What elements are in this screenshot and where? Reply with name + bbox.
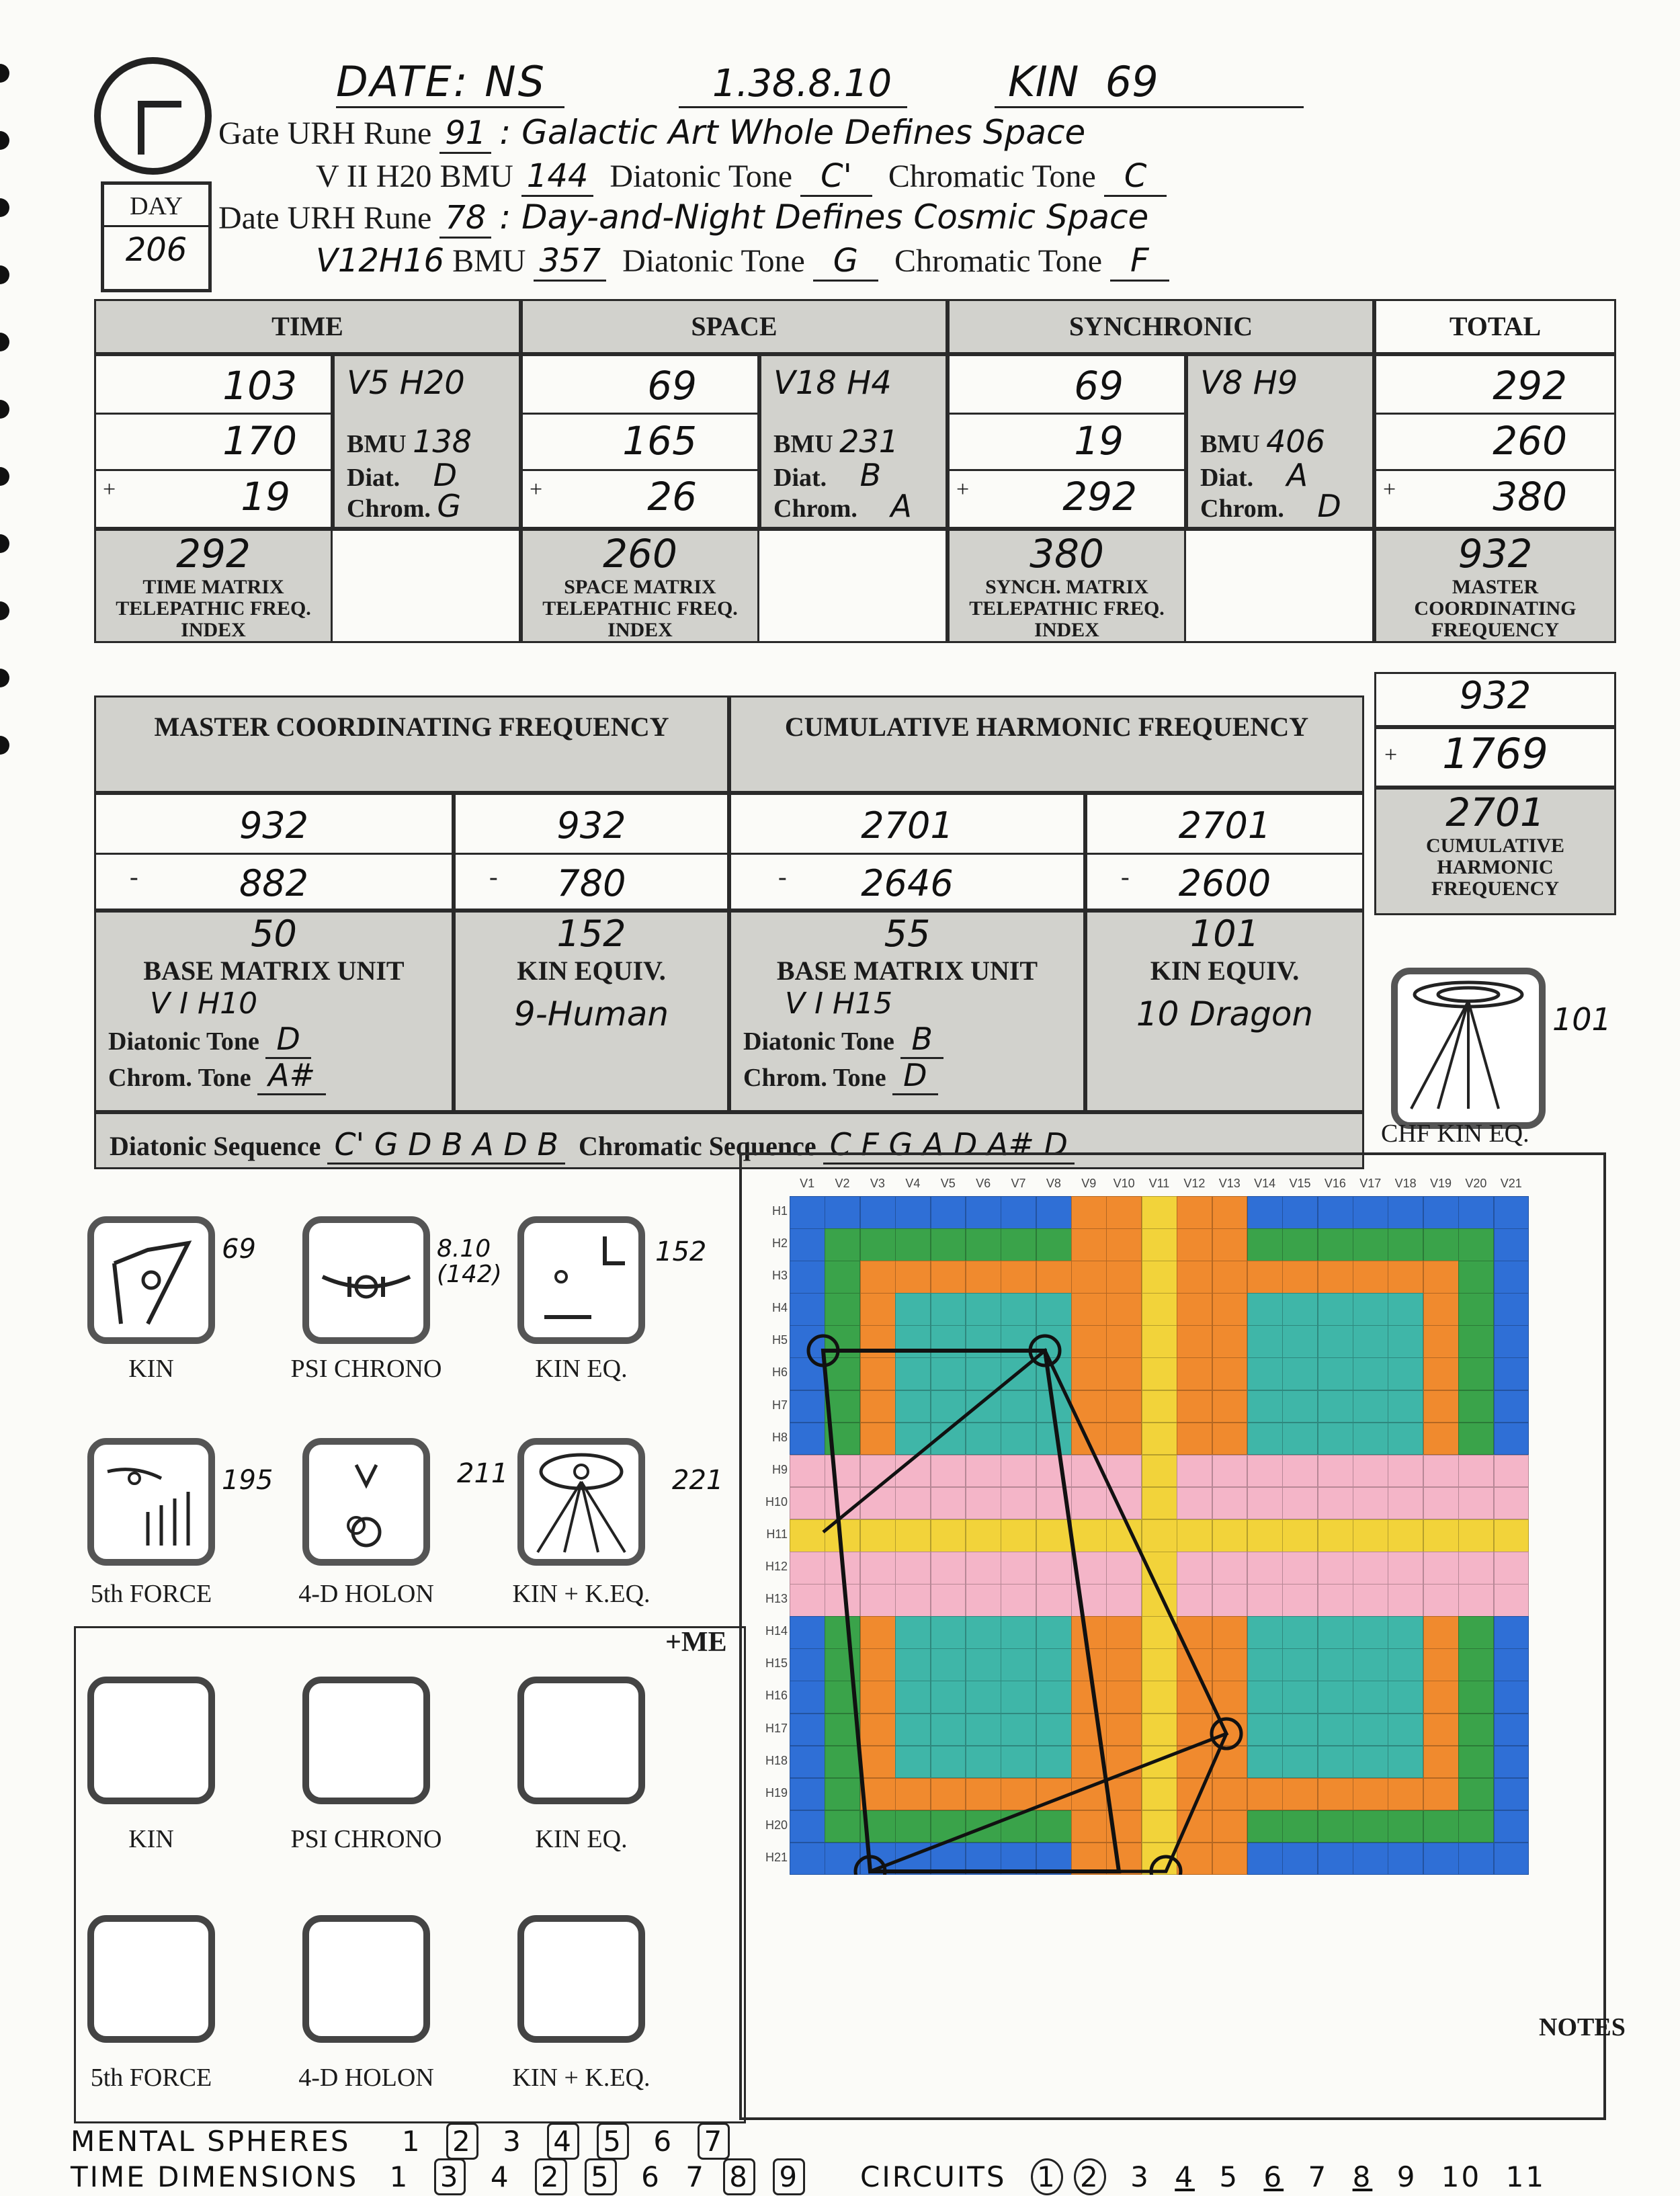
matrix-row-label: H19: [765, 1785, 788, 1800]
matrix-col-label: V18: [1394, 1177, 1417, 1190]
master-coordinating-frequency: 932 MASTER COORDINATING FREQUENCY: [1374, 529, 1616, 643]
matrix-row-label: H6: [771, 1365, 788, 1380]
psi-chrono-note: 8.10 (142): [437, 1235, 502, 1288]
date-detail-line: V12H16 BMU 357 Diatonic Tone G Chromatic Tone F: [316, 242, 1169, 280]
kin-glyph-note: 69: [222, 1234, 256, 1265]
bmu2: 55 BASE MATRIX UNIT V I H15 Diatonic Tone B Chrom. Tone D: [729, 911, 1085, 1112]
date-number-underline: [679, 106, 907, 108]
kin-keq-glyph: [517, 1438, 645, 1566]
synch-index: 380 SYNCH. MATRIX TELEPATHIC FREQ. INDEX: [948, 529, 1186, 643]
total-header: TOTAL: [1374, 299, 1616, 354]
matrix-row-label: H12: [765, 1560, 788, 1574]
notes-label: NOTES: [1539, 2013, 1626, 2041]
chf-kin-label: CHF KIN EQ.: [1381, 1120, 1529, 1148]
matrix-row-label: H3: [771, 1269, 788, 1283]
sequence-row: Diatonic Sequence C' G D B A D B Chromatic Sequence C F G A D A# D: [94, 1112, 1364, 1169]
total-values: 292 260 + 380: [1374, 354, 1616, 529]
me-kin-label: KIN: [128, 1825, 174, 1853]
date-number: 1.38.8.10: [712, 62, 892, 105]
space-blank: [759, 529, 948, 643]
me-label: +ME: [665, 1627, 727, 1658]
kin-eq-note: 152: [655, 1236, 707, 1267]
bmu1: 50 BASE MATRIX UNIT V I H10 Diatonic Tone D Chrom. Tone A#: [94, 911, 454, 1112]
psi-chrono-glyph: [302, 1216, 430, 1344]
holon-glyph: [302, 1438, 430, 1566]
me-psi-chrono-glyph[interactable]: [302, 1677, 430, 1804]
date-label: DATE: NS: [336, 57, 547, 106]
matrix-row-label: H11: [766, 1527, 788, 1541]
me-kin-eq-glyph[interactable]: [517, 1677, 645, 1804]
mcf-header: MASTER COORDINATING FREQUENCY: [94, 695, 729, 793]
me-fifth-force-glyph[interactable]: [87, 1915, 215, 2043]
me-kin-glyph[interactable]: [87, 1677, 215, 1804]
gate-line: Gate URH Rune 91 : Galactic Art Whole Defines Space: [218, 113, 1085, 152]
matrix-col-label: V15: [1289, 1177, 1311, 1190]
time-dimensions-row: TIME DIMENSIONS 1 3 4 2 5 6 7 8 9: [71, 2160, 805, 2193]
kin-eq-glyph: [517, 1216, 645, 1344]
me-holon-glyph[interactable]: [302, 1915, 430, 2043]
chf-side-add: + 1769: [1374, 727, 1616, 788]
matrix-row-label: H13: [765, 1592, 788, 1606]
matrix-row-label: H1: [771, 1204, 788, 1218]
holon-label: 4-D HOLON: [298, 1580, 434, 1608]
matrix-row-label: H5: [771, 1333, 788, 1347]
matrix-row-label: H18: [765, 1753, 788, 1767]
matrix-row-label: H21: [765, 1850, 788, 1864]
matrix-col-label: V21: [1500, 1177, 1522, 1190]
matrix-column-labels: [790, 1173, 1562, 1193]
matrix-row-label: H9: [771, 1462, 788, 1476]
kin-underline: [995, 106, 1304, 108]
me-psi-chrono-label: PSI CHRONO: [290, 1825, 442, 1853]
matrix-col-label: V7: [1011, 1177, 1026, 1190]
me-fifth-force-label: 5th FORCE: [90, 2064, 212, 2092]
matrix-col-label: V6: [976, 1177, 991, 1190]
matrix-col-label: V20: [1465, 1177, 1487, 1190]
kin-eq-label: KIN EQ.: [535, 1355, 628, 1383]
matrix-col-label: V17: [1359, 1177, 1382, 1190]
fifth-force-glyph: [87, 1438, 215, 1566]
matrix-row-label: H17: [765, 1721, 788, 1735]
me-holon-label: 4-D HOLON: [298, 2064, 434, 2092]
date-rune-line: Date URH Rune 78 : Day-and-Night Defines Cosmic Space: [218, 198, 1148, 237]
time-index: 292 TIME MATRIX TELEPATHIC FREQ. INDEX: [94, 529, 333, 643]
matrix-row-label: H16: [765, 1689, 788, 1703]
chf-kin-value: 101: [1552, 1001, 1611, 1038]
synch-header: SYNCHRONIC: [948, 299, 1374, 354]
me-kin-eq-label: KIN EQ.: [535, 1825, 628, 1853]
matrix-col-label: V9: [1081, 1177, 1097, 1190]
glyph-section: [81, 1169, 753, 2123]
kin-header: KIN 69: [1008, 57, 1159, 106]
chf-a: 2701 - 2646: [729, 793, 1085, 911]
matrix-row-label: H8: [771, 1430, 788, 1444]
matrix-row-label: H14: [765, 1624, 788, 1638]
time-bmu: V5 H20 BMU 138 Diat. D Chrom. G: [333, 354, 521, 529]
day-box: DAY 206: [101, 181, 212, 292]
matrix-col-label: V5: [940, 1177, 956, 1190]
matrix-col-label: V3: [870, 1177, 885, 1190]
me-kin-keq-glyph[interactable]: [517, 1915, 645, 2043]
matrix-connection-lines: [790, 1196, 1529, 1875]
space-bmu: V18 H4 BMU 231 Diat. B Chrom. A: [759, 354, 948, 529]
time-values: 103 170 + 19: [94, 354, 333, 529]
date-underline: [336, 106, 564, 108]
mcf-a: 932 - 882: [94, 793, 454, 911]
me-kin-keq-label: KIN + K.EQ.: [512, 2064, 650, 2092]
matrix-row-label: H7: [771, 1398, 788, 1412]
matrix-col-label: V1: [800, 1177, 815, 1190]
synch-blank: [1186, 529, 1374, 643]
synch-bmu: V8 H9 BMU 406 Diat. A Chrom. D: [1186, 354, 1374, 529]
kin-keq-note: 221: [672, 1465, 724, 1496]
holon-note: 211: [457, 1458, 509, 1489]
matrix-col-label: V2: [835, 1177, 850, 1190]
kin-glyph-art: [1398, 974, 1539, 1122]
color-matrix: [765, 1173, 1562, 1878]
kin-glyph-label: KIN: [128, 1355, 174, 1383]
gate-detail-line: V II H20 BMU 144 Diatonic Tone C' Chromatic Tone C: [316, 157, 1167, 195]
kin-equiv-2: 101 KIN EQUIV. 10 Dragon: [1085, 911, 1364, 1112]
synch-values: 69 19 + 292: [948, 354, 1186, 529]
matrix-row-labels: [759, 1196, 790, 1875]
chf-b: 2701 - 2600: [1085, 793, 1364, 911]
kin-keq-label: KIN + K.EQ.: [512, 1580, 650, 1608]
matrix-row-label: H2: [771, 1236, 788, 1251]
chf-side-sum: 2701 CUMULATIVE HARMONIC FREQUENCY: [1374, 788, 1616, 915]
matrix-col-label: V16: [1324, 1177, 1346, 1190]
space-values: 69 165 + 26: [521, 354, 759, 529]
time-header: TIME: [94, 299, 521, 354]
chf-header: CUMULATIVE HARMONIC FREQUENCY: [729, 695, 1364, 793]
fifth-force-note: 195: [222, 1465, 274, 1496]
matrix-col-label: V10: [1113, 1177, 1135, 1190]
matrix-row-label: H20: [765, 1818, 788, 1832]
matrix-row-label: H4: [771, 1301, 788, 1315]
chf-side-top: 932: [1374, 672, 1616, 727]
chf-kin-glyph: [1391, 968, 1546, 1129]
matrix-col-label: V14: [1254, 1177, 1276, 1190]
frequency-table: [94, 299, 1577, 675]
moon-circle-icon: [94, 57, 212, 175]
matrix-row-label: H10: [765, 1494, 788, 1509]
space-index: 260 SPACE MATRIX TELEPATHIC FREQ. INDEX: [521, 529, 759, 643]
fifth-force-label: 5th FORCE: [90, 1580, 212, 1608]
kin-equiv-1: 152 KIN EQUIV. 9-Human: [454, 911, 729, 1112]
matrix-col-label: V4: [905, 1177, 921, 1190]
matrix-col-label: V19: [1430, 1177, 1452, 1190]
mental-spheres-row: MENTAL SPHERES 1 2 3 4 5 6 7: [71, 2125, 730, 2158]
time-blank: [333, 529, 521, 643]
matrix-col-label: V11: [1148, 1177, 1170, 1190]
cumulative-section: [94, 695, 1364, 1163]
matrix-row-label: H15: [765, 1656, 788, 1671]
psi-chrono-label: PSI CHRONO: [290, 1355, 442, 1383]
circuits-row: CIRCUITS 1 2 3 4 5 6 7 8 9 10 11: [860, 2160, 1546, 2193]
kin-glyph: [87, 1216, 215, 1344]
matrix-col-label: V12: [1183, 1177, 1206, 1190]
mcf-b: 932 - 780: [454, 793, 729, 911]
space-header: SPACE: [521, 299, 948, 354]
matrix-col-label: V13: [1218, 1177, 1241, 1190]
matrix-col-label: V8: [1046, 1177, 1061, 1190]
